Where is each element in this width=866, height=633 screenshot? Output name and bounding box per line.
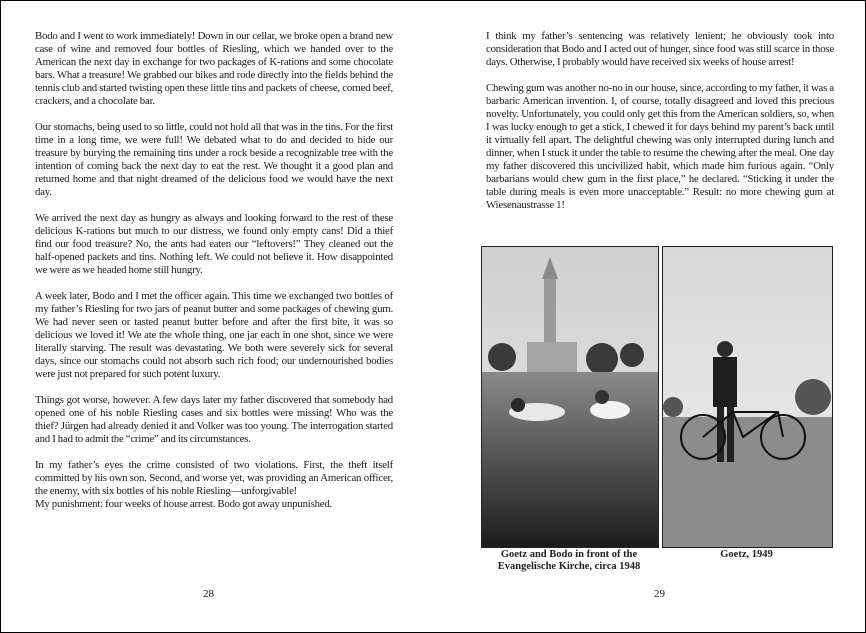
page-number-left: 28: [203, 588, 214, 600]
paragraph: Things got worse, however. A few days later my father discovered that somebody had opened one of his noble Riesling cases and six bottles were missing! Who was the thief? Jürgen had already denied it and Volker was too young. The interrogation started and I had to admit the “crime” and its circumstances.: [35, 394, 393, 445]
page-number-right: 29: [654, 588, 665, 600]
caption-line: Evangelische Kirche, circa 1948: [497, 561, 641, 572]
paragraph: In my father’s eyes the crime consisted of two violations. First, the theft itself committed by his own son. Second, and worse yet, was providing an American officer, the enemy, with six bottles of his noble Riesling—unforgivable!: [35, 459, 393, 497]
caption-line: Goetz and Bodo in front of the: [500, 549, 638, 560]
photo-boy-bicycle: [662, 246, 833, 548]
caption-line: Goetz, 1949: [720, 549, 773, 560]
paragraph: I think my father’s sentencing was relatively lenient; he obviously took into consideration that Bodo and I acted out of hunger, since food was still scarce in those days. Otherwise, I probably would have received six weeks of house arrest!: [486, 30, 834, 68]
photo-caption-right: [662, 549, 831, 561]
photo-caption-left: [481, 549, 657, 573]
right-page-text: [486, 30, 834, 212]
photo-church-field: [481, 246, 659, 548]
paragraph: Our stomachs, being used to so little, could not hold all that was in the tins. For the first time in a long time, we were full! We debated what to do and decided to hide our treasure by burying the remaining tins under a rock beside a recognizable tree with the intention of coming back the next day to eat the rest. We thought it a good plan and returned home and that night dreamed of the delicious food we would have the next day.: [35, 121, 393, 198]
paragraph: We arrived the next day as hungry as always and looking forward to the rest of these delicious K-rations but much to our distress, we found only empty cans! Did a thief find our food treasure? No, the ants had eaten our “leftovers!” They cleaned out the half-opened packets and tins. Nothing left. We could not believe it. How disappointed we were as we headed home still hungry.: [35, 212, 393, 276]
paragraph: Bodo and I went to work immediately! Down in our cellar, we broke open a brand new case of wine and removed four bottles of Riesling, which we handed over to the American the next day in exchange for two packages of K-rations and some chocolate bars. What a treasure! We grabbed our bikes and rode directly into the fields behind the tennis club and started twisting open these little tins and packets of cheese, corned beef, crackers, and a chocolate bar.: [35, 30, 393, 107]
paragraph: My punishment: four weeks of house arrest. Bodo got away unpunished.: [35, 498, 333, 510]
paragraph: A week later, Bodo and I met the officer again. This time we exchanged two bottles of my father’s Riesling for two jars of peanut butter and some packages of chewing gum. We had never seen or tasted peanut butter before and after the first bite, it was so delicious we loved it! We ate the whole thing, one jar each in one shot, since we were literally starving. The result was devastating. We both were severely sick for several days, since our stomachs could not absorb such rich food; our undernourished bodies were just not prepared for such potent luxury.: [35, 290, 393, 380]
paragraph: Chewing gum was another no-no in our house, since, according to my father, it was a barbaric American invention. I, of course, totally disagreed and loved this precious novelty. Unfortunately, you could only get this from the American soldiers, so, when I was lucky enough to get a stick, I chewed it for days behind my parent’s back until it virtually fell apart. The delightful chewing was only interrupted during lunch and dinner, when I stuck it under the table to resume the chewing after the meal. One day my father discovered this uncivilized habit, which made him furious again. “Only barbarians would chew gum in the first place,” he declared. “Sticking it under the table during meals is even more unacceptable.” Result: no more chewing gum at Wiesenaustrasse 1!: [486, 82, 834, 211]
left-page-text: [35, 30, 393, 524]
